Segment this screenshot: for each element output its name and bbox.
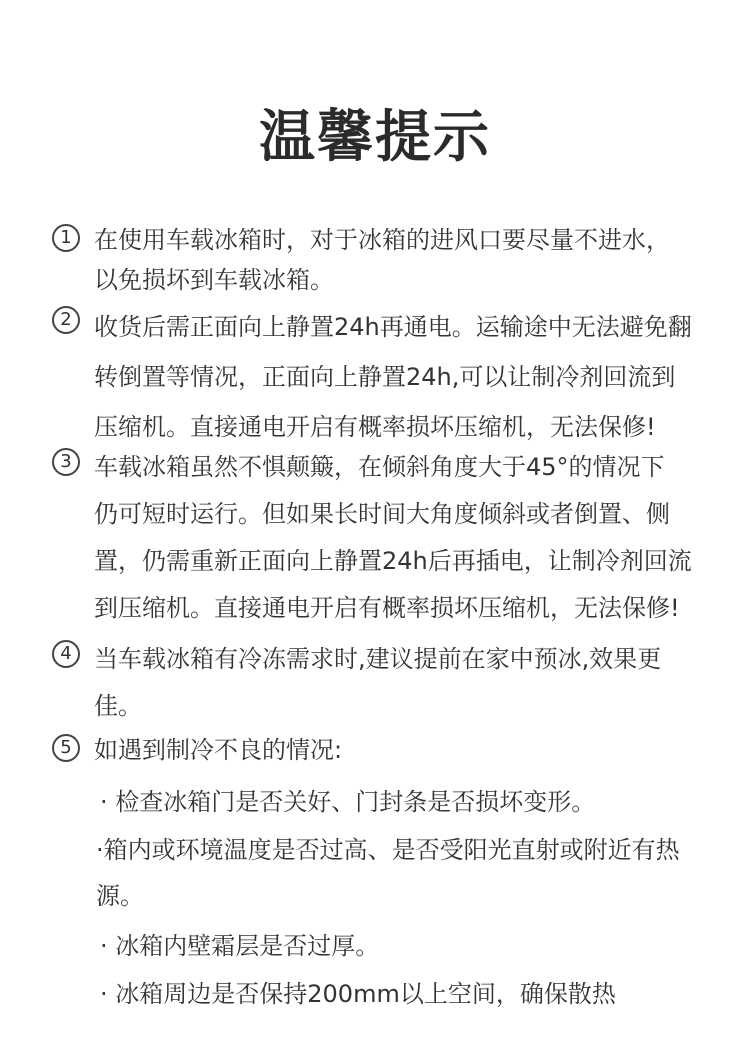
tip-3-line-1: 车载冰箱虽然不惧颠簸，在倾斜角度大于45°的情况下 xyxy=(94,453,665,481)
tip-item-5 xyxy=(52,730,712,770)
tip-item-4 xyxy=(52,636,712,730)
sub-item-3: · 冰箱内壁霜层是否过厚。 xyxy=(100,932,380,960)
tip-1-line-2: 以免损坏到车载冰箱。 xyxy=(94,266,334,294)
tip-4-line-1: 当车载冰箱有冷冻需求时,建议提前在家中预冰,效果更 xyxy=(94,645,662,673)
tip-3-line-4: 到压缩机。直接通电开启有概率损坏压缩机，无法保修! xyxy=(94,594,680,622)
sub-item-1: · 检查冰箱门是否关好、门封条是否损坏变形。 xyxy=(100,788,596,816)
tip-3-line-2: 仍可短时运行。但如果长时间大角度倾斜或者倒置、侧 xyxy=(94,500,670,528)
tip-2-line-3: 压缩机。直接通电开启有概率损坏压缩机，无法保修! xyxy=(94,413,656,441)
tip-3-line-3: 置，仍需重新正面向上静置24h后再插电，让制冷剂回流 xyxy=(94,547,692,575)
circled-number-2: 2 xyxy=(52,306,80,334)
sub-item-4: · 冰箱周边是否保持200mm以上空间，确保散热 xyxy=(100,980,616,1008)
tip-item-1 xyxy=(52,220,712,300)
circled-number-4: 4 xyxy=(52,640,80,668)
tip-item-3 xyxy=(52,444,712,632)
tip-4-line-2: 佳。 xyxy=(94,692,142,720)
tip-2-line-1: 收货后需正面向上静置24h再通电。运输途中无法避免翻 xyxy=(94,313,692,341)
tip-1-line-1: 在使用车载冰箱时，对于冰箱的进风口要尽量不进水， xyxy=(94,226,670,254)
tip-5-line-1: 如遇到制冷不良的情况: xyxy=(94,736,343,764)
circled-number-1: 1 xyxy=(52,224,80,252)
tip-item-2 xyxy=(52,302,712,452)
page-title: 温馨提示 xyxy=(259,105,491,170)
circled-number-3: 3 xyxy=(52,448,80,476)
sub-item-2-line-1: ·箱内或环境温度是否过高、是否受阳光直射或附近有热 xyxy=(96,836,680,864)
circled-number-5: 5 xyxy=(52,734,80,762)
tip-2-line-2: 转倒置等情况，正面向上静置24h,可以让制冷剂回流到 xyxy=(94,363,676,391)
sub-item-2-line-2: 源。 xyxy=(96,882,144,910)
